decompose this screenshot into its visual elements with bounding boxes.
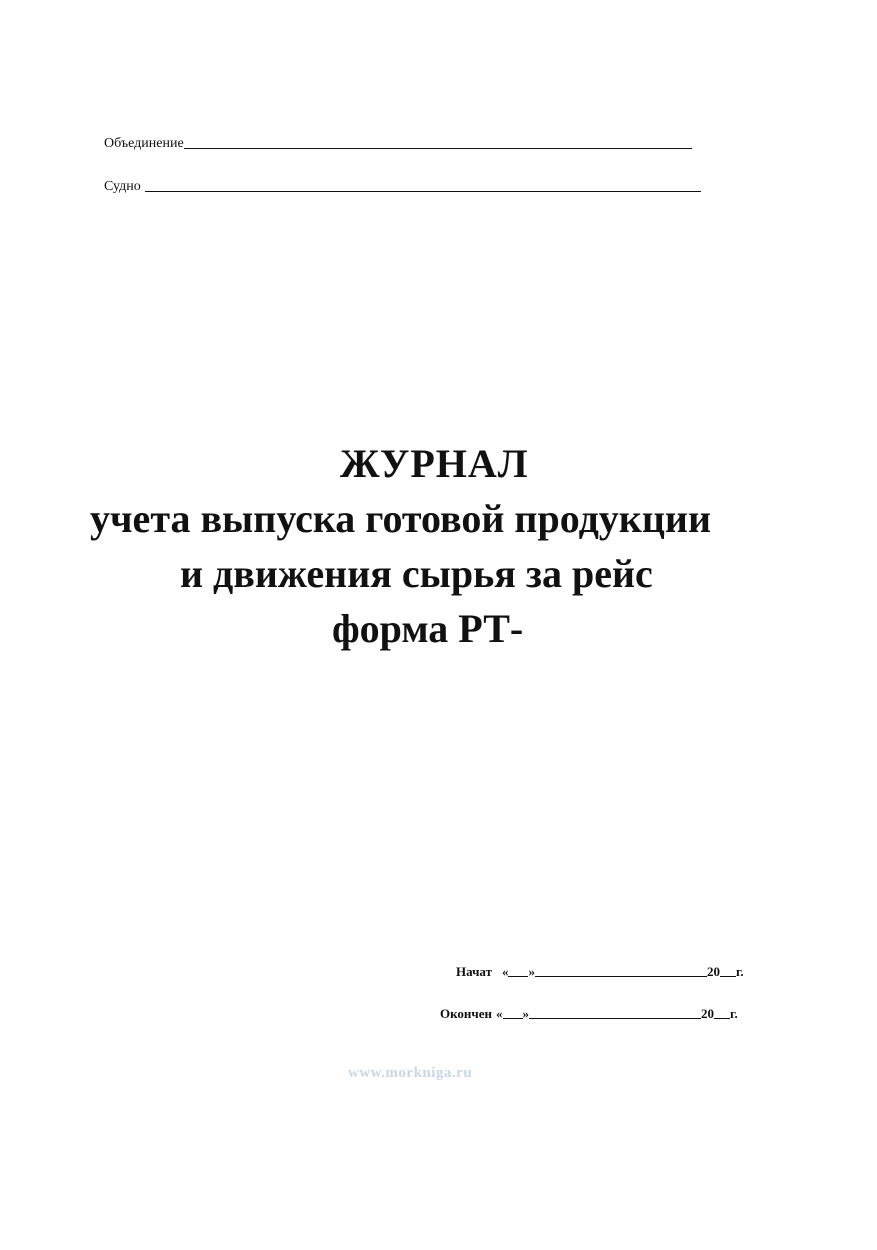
started-year-prefix: 20 — [706, 964, 720, 979]
finished-close-quote: » — [522, 1006, 530, 1021]
org-blank-line — [184, 147, 692, 149]
finished-year-blank — [714, 1017, 730, 1019]
title-form-number: форма РТ- — [332, 606, 524, 651]
ship-label: Судно — [104, 179, 141, 194]
ship-field — [104, 173, 701, 195]
started-open-quote: « — [501, 964, 509, 979]
title-main: ЖУРНАЛ — [340, 441, 529, 486]
journal-title — [0, 436, 877, 656]
finished-year-prefix: 20 — [701, 1006, 715, 1021]
ship-blank-line — [145, 190, 701, 192]
started-date-row — [456, 958, 744, 980]
finished-label: Окончен — [440, 1006, 493, 1021]
started-year-suffix: г. — [735, 964, 744, 979]
org-field — [104, 130, 692, 152]
watermark-url: www.morkniga.ru — [348, 1065, 473, 1081]
org-label: Объединение — [104, 136, 184, 151]
title-subtitle-1: учета выпуска готовой продукции — [90, 496, 711, 541]
finished-day-blank — [503, 1017, 523, 1019]
started-month-blank — [535, 975, 707, 977]
finished-date-row — [440, 1000, 738, 1022]
title-subtitle-2: и движения сырья за рейс — [180, 551, 653, 596]
started-label: Начат — [456, 964, 492, 979]
started-year-blank — [720, 975, 736, 977]
started-close-quote: » — [528, 964, 535, 979]
finished-month-blank — [529, 1017, 701, 1019]
finished-open-quote: « — [496, 1006, 503, 1021]
started-day-blank — [508, 975, 528, 977]
finished-year-suffix: г. — [730, 1006, 738, 1021]
